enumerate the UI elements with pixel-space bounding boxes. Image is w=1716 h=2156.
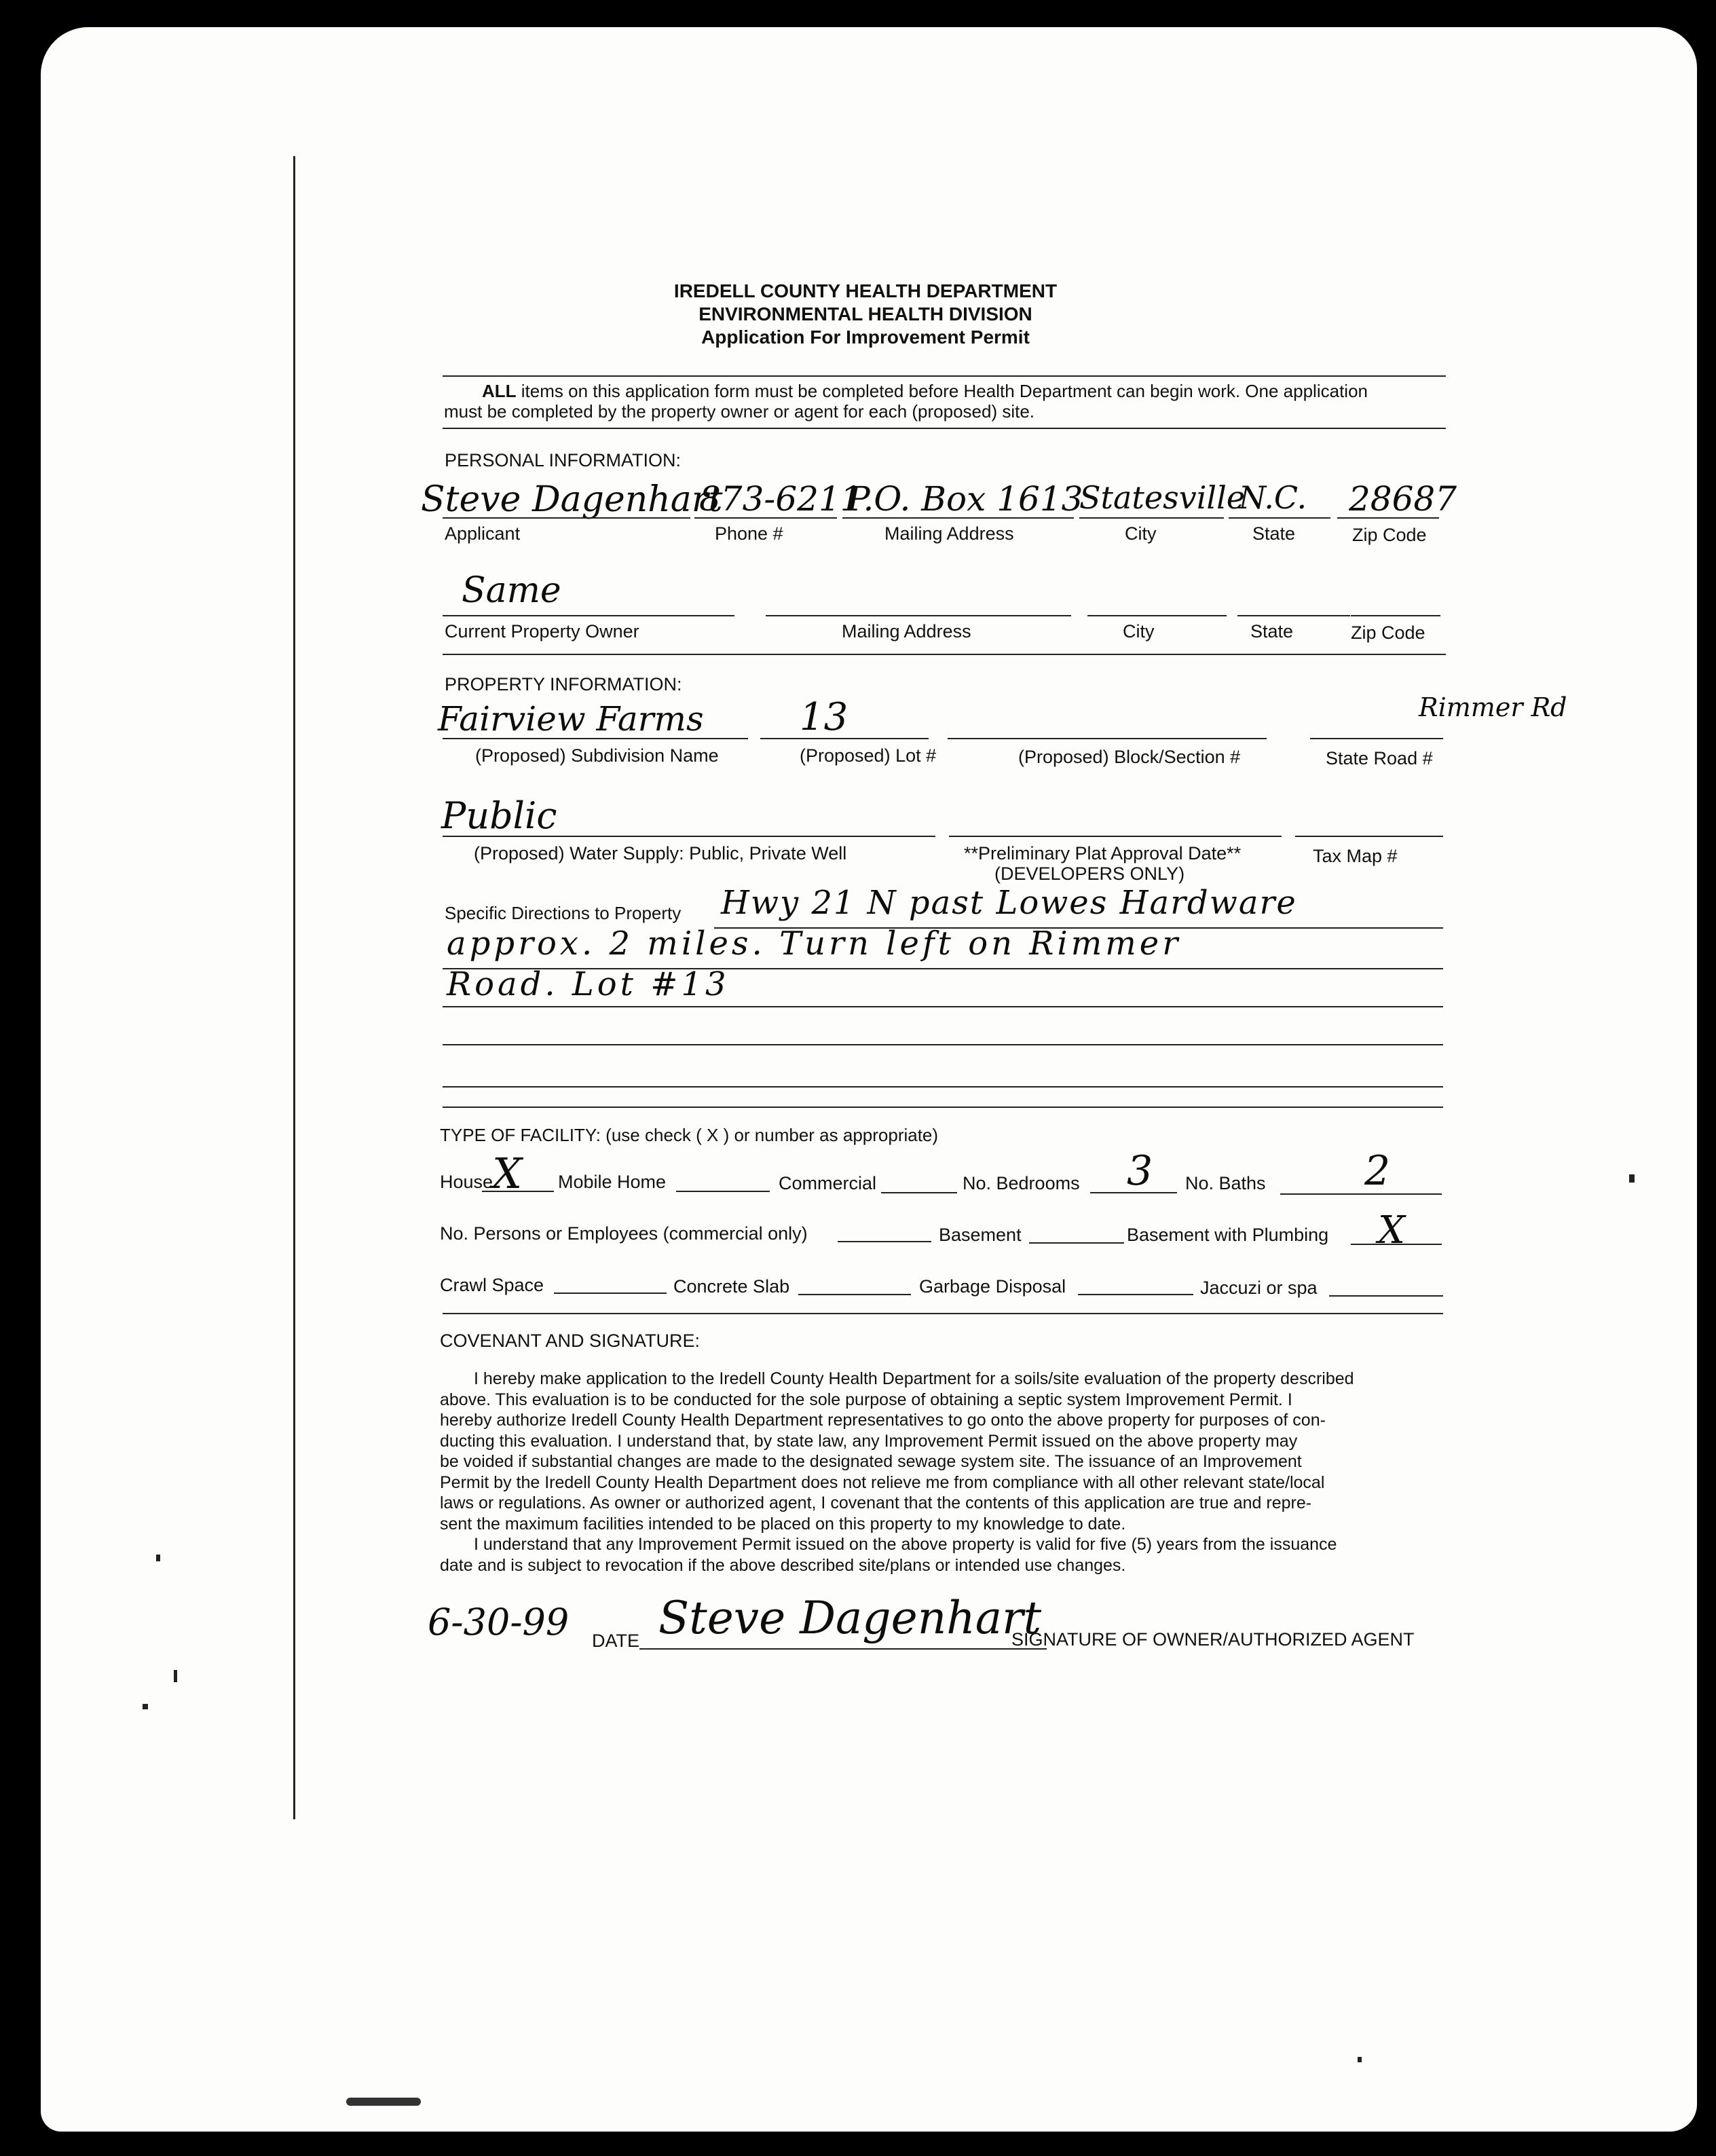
- rule-top: [443, 375, 1446, 377]
- intro-line-1: ALL items on this application form must be completed before Health Department can begin work. One application: [482, 381, 1368, 401]
- owner-value: Same: [462, 570, 561, 611]
- subdivision-line: [443, 738, 748, 739]
- applicant-city-value: Statesville: [1079, 479, 1246, 516]
- baths-line: [1280, 1193, 1442, 1195]
- owner-address-line: [766, 615, 1071, 616]
- city-label: City: [1125, 523, 1157, 544]
- applicant-address-line: [842, 517, 1074, 519]
- signature-line: [639, 1648, 1047, 1650]
- bedrooms-label: No. Bedrooms: [963, 1173, 1080, 1193]
- owner-zip-label: Zip Code: [1351, 622, 1425, 643]
- owner-line: [443, 615, 734, 616]
- covenant-line: hereby authorize Iredell County Health Department representatives to go onto the above property for purposes of con-: [440, 1411, 1326, 1430]
- covenant-line: laws or regulations. As owner or authorized agent, I covenant that the contents of this application are true and repre-: [440, 1493, 1312, 1512]
- document-page: [41, 27, 1697, 2132]
- jacuzzi-line: [1329, 1295, 1443, 1297]
- covenant-line: I understand that any Improvement Permit issued on the above property is valid for five (5) years from the issuance: [474, 1535, 1337, 1554]
- basement-line: [1029, 1242, 1124, 1244]
- zip-code-label: Zip Code: [1352, 525, 1427, 545]
- margin-line: [293, 156, 295, 1819]
- jacuzzi-label: Jaccuzi or spa: [1200, 1278, 1318, 1298]
- date-label: DATE: [592, 1631, 640, 1651]
- applicant-name-value: Steve Dagenhart: [421, 479, 723, 520]
- directions-line-3: [443, 1006, 1443, 1007]
- owner-state-label: State: [1250, 621, 1294, 642]
- mailing-address-label: Mailing Address: [884, 523, 1014, 544]
- facility-heading: TYPE OF FACILITY: (use check ( X ) or number as appropriate): [440, 1125, 939, 1145]
- directions-line-1: [714, 927, 1443, 929]
- applicant-address-value: P.O. Box 1613: [847, 479, 1083, 519]
- directions-line-4: [443, 1044, 1443, 1045]
- scan-speck: [174, 1670, 177, 1682]
- subdivision-label: (Proposed) Subdivision Name: [475, 745, 719, 766]
- house-value: X: [492, 1149, 523, 1198]
- road-label: State Road #: [1326, 748, 1433, 768]
- basement-label: Basement: [939, 1225, 1022, 1245]
- state-label: State: [1252, 523, 1296, 544]
- current-owner-label: Current Property Owner: [445, 621, 639, 642]
- plat-label-developers: (DEVELOPERS ONLY): [994, 863, 1185, 884]
- covenant-line: ducting this evaluation. I understand that, by state law, any Improvement Permit issued on the above property may: [440, 1431, 1298, 1451]
- applicant-name-line: [443, 517, 690, 519]
- intro-line-2: must be completed by the property owner or agent for each (proposed) site.: [444, 401, 1035, 422]
- bedrooms-value: 3: [1127, 1147, 1153, 1195]
- basement-plumbing-label: Basement with Plumbing: [1127, 1225, 1329, 1245]
- water-line: [443, 836, 935, 837]
- persons-line: [838, 1241, 931, 1242]
- owner-zip-line: [1351, 615, 1440, 616]
- signature-value: Steve Dagenhart: [658, 1592, 1042, 1644]
- owner-city-label: City: [1123, 621, 1155, 642]
- division-title: ENVIRONMENTAL HEALTH DIVISION: [698, 303, 1032, 324]
- plat-label: **Preliminary Plat Approval Date**: [964, 843, 1242, 863]
- phone-label: Phone #: [715, 523, 783, 544]
- scan-speck: [1358, 2057, 1362, 2062]
- directions-line-6: [443, 1107, 1443, 1108]
- crawl-space-line: [554, 1293, 667, 1294]
- road-line: [1310, 738, 1443, 739]
- directions-line-5: [443, 1086, 1443, 1088]
- lot-label: (Proposed) Lot #: [800, 745, 937, 766]
- basement-plumbing-value: X: [1378, 1208, 1405, 1252]
- commercial-line: [881, 1192, 957, 1193]
- signature-label: SIGNATURE OF OWNER/AUTHORIZED AGENT: [1011, 1629, 1415, 1650]
- covenant-line: Permit by the Iredell County Health Department does not relieve me from compliance with all other relevant state/local: [440, 1472, 1325, 1492]
- house-line: [482, 1191, 554, 1192]
- rule-facility: [443, 1313, 1443, 1314]
- lot-value: 13: [800, 695, 848, 739]
- owner-state-line: [1237, 615, 1350, 616]
- department-title: IREDELL COUNTY HEALTH DEPARTMENT: [673, 280, 1058, 301]
- water-label: (Proposed) Water Supply: Public, Private Well: [474, 843, 847, 863]
- covenant-text: [440, 1369, 1443, 1576]
- rule-personal: [443, 654, 1446, 655]
- house-label: House: [440, 1172, 493, 1192]
- baths-value: 2: [1364, 1147, 1391, 1195]
- garbage-disposal-line: [1078, 1294, 1193, 1295]
- covenant-line: date and is subject to revocation if the above described site/plans or intended use changes.: [440, 1555, 1126, 1575]
- applicant-phone-line: [694, 517, 837, 519]
- scan-speck: [143, 1704, 148, 1709]
- owner-address-label: Mailing Address: [842, 621, 971, 642]
- mobile-home-label: Mobile Home: [558, 1172, 667, 1192]
- concrete-slab-line: [798, 1294, 911, 1295]
- applicant-zip-value: 28687: [1349, 479, 1457, 519]
- basement-plumbing-line: [1351, 1244, 1442, 1245]
- covenant-heading: COVENANT AND SIGNATURE:: [440, 1331, 701, 1351]
- directions-line-2-value: approx. 2 miles. Turn left on Rimmer: [447, 925, 1182, 963]
- road-value: Rimmer Rd: [1419, 692, 1567, 722]
- commercial-label: Commercial: [779, 1173, 877, 1193]
- personal-heading: PERSONAL INFORMATION:: [445, 450, 682, 470]
- covenant-line: I hereby make application to the Iredell County Health Department for a soils/site evaluation of the property described: [474, 1369, 1354, 1388]
- mobile-home-line: [676, 1191, 770, 1192]
- subdivision-value: Fairview Farms: [438, 699, 704, 739]
- form-title: Application For Improvement Permit: [701, 327, 1030, 348]
- applicant-label: Applicant: [445, 523, 521, 544]
- plat-line: [949, 836, 1282, 837]
- applicant-city-line: [1079, 517, 1224, 519]
- bedrooms-line: [1090, 1192, 1177, 1193]
- persons-label: No. Persons or Employees (commercial only): [440, 1223, 808, 1244]
- concrete-slab-label: Concrete Slab: [673, 1276, 790, 1297]
- water-value: Public: [441, 794, 557, 837]
- date-value: 6-30-99: [428, 1601, 570, 1643]
- directions-line-1-value: Hwy 21 N past Lowes Hardware: [721, 884, 1297, 922]
- applicant-zip-line: [1337, 517, 1439, 519]
- applicant-state-value: N.C.: [1239, 479, 1307, 516]
- directions-label: Specific Directions to Property: [445, 903, 682, 923]
- scan-speck: [1629, 1174, 1635, 1183]
- owner-city-line: [1087, 615, 1227, 616]
- garbage-disposal-label: Garbage Disposal: [919, 1276, 1066, 1297]
- crawl-space-label: Crawl Space: [440, 1275, 544, 1295]
- lot-line: [760, 738, 929, 739]
- scan-speck: [156, 1555, 160, 1561]
- baths-label: No. Baths: [1185, 1173, 1266, 1193]
- directions-line-2: [443, 968, 1443, 969]
- taxmap-label: Tax Map #: [1313, 846, 1398, 866]
- rule-intro: [443, 428, 1446, 429]
- block-label: (Proposed) Block/Section #: [1018, 747, 1241, 767]
- directions-line-3-value: Road. Lot #13: [447, 965, 730, 1003]
- property-heading: PROPERTY INFORMATION:: [445, 674, 682, 694]
- scan-smudge: [346, 2098, 421, 2106]
- applicant-state-line: [1229, 517, 1330, 519]
- covenant-line: above. This evaluation is to be conducted for the sole purpose of obtaining a septic system Improvement Permit. I: [440, 1390, 1292, 1409]
- covenant-line: sent the maximum facilities intended to be placed on this property to my knowledge to date.: [440, 1514, 1126, 1534]
- applicant-phone-value: 873-6211: [699, 479, 862, 519]
- taxmap-line: [1295, 836, 1443, 837]
- block-line: [948, 738, 1267, 739]
- covenant-line: be voided if substantial changes are made to the designated sewage system site. The issuance of an Improvement: [440, 1452, 1302, 1471]
